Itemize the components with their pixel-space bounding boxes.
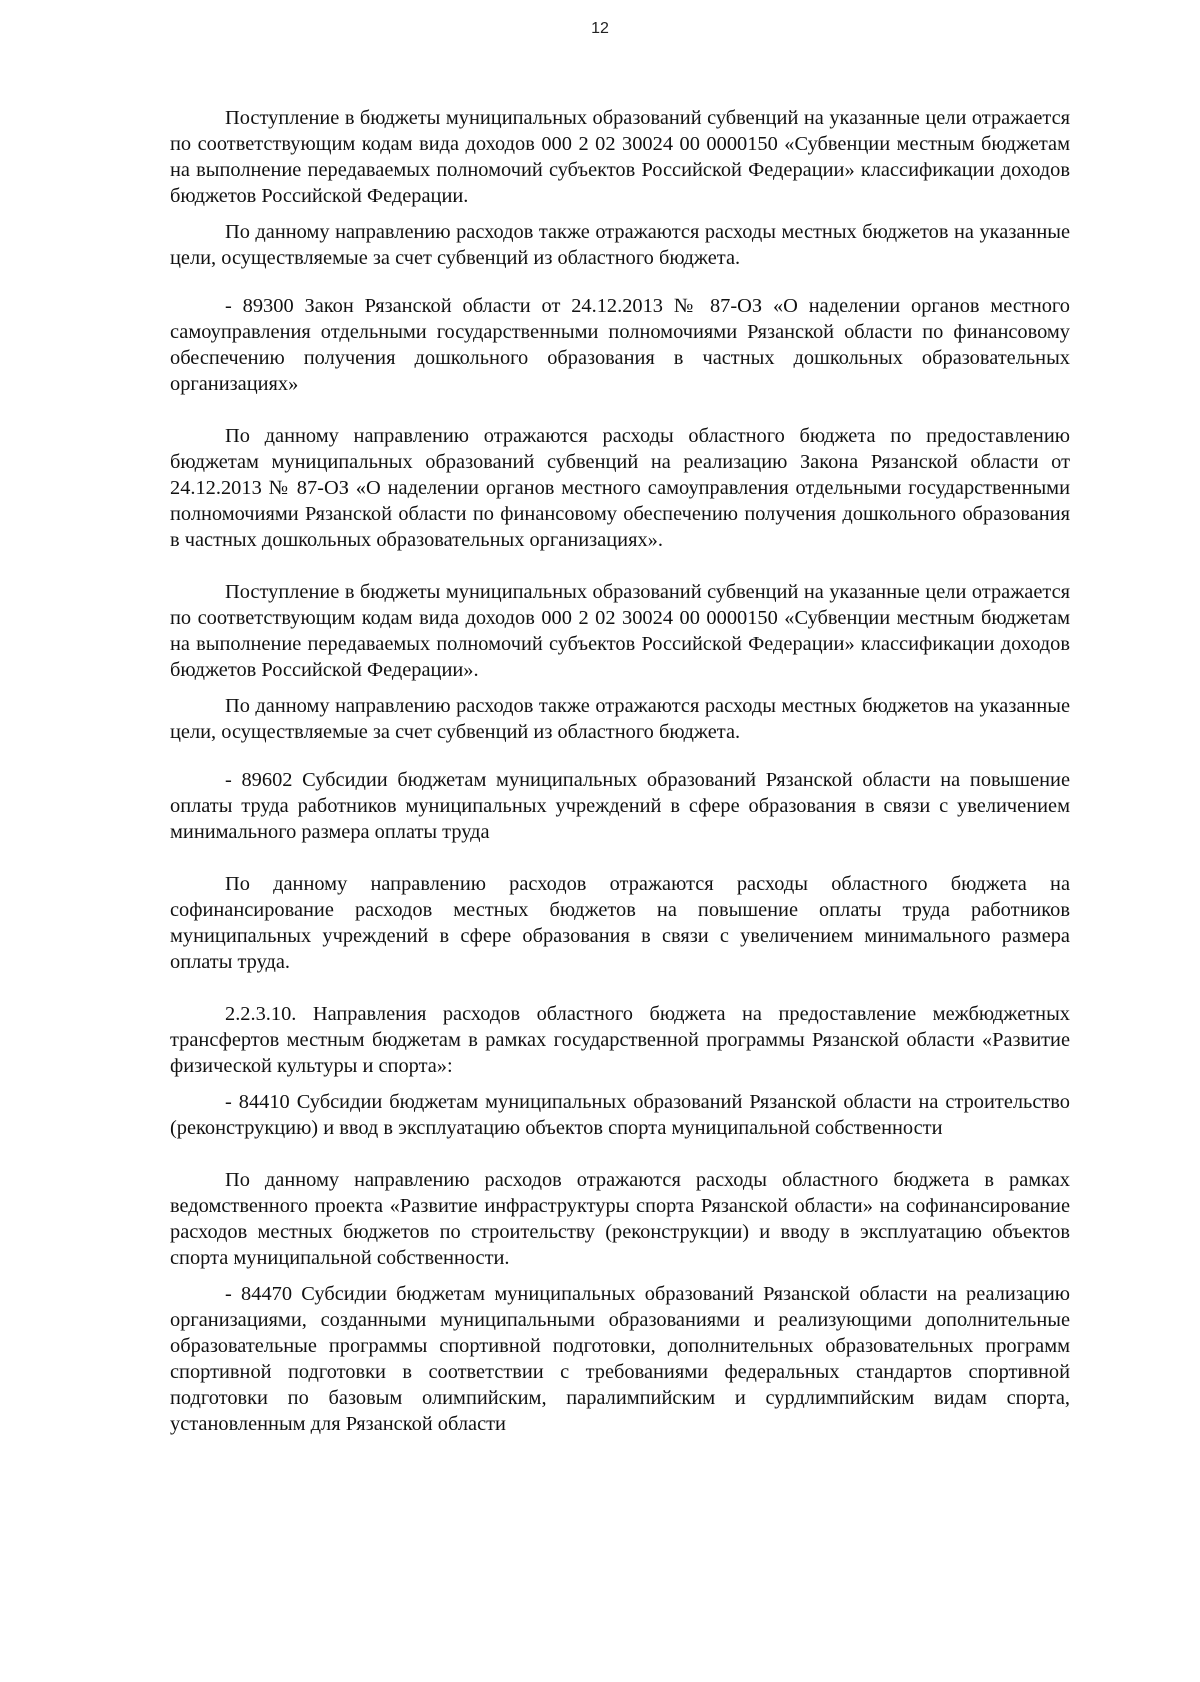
paragraph: Поступление в бюджеты муниципальных образований субвенций на указанные цели отражается по соответствующим кодам вида доходов 000 2 02 30024 00 0000150 «Субвенции местным бюджетам на выполнение передаваемых полномочий субъектов Российской Федерации» классификации доходов бюджетов Российской Федерации». xyxy=(170,581,1070,681)
paragraph: 2.2.3.10. Направления расходов областного бюджета на предоставление межбюджетных трансфертов местным бюджетам в рамках государственной программы Рязанской области «Развитие физической культуры и спорта»: xyxy=(170,1003,1070,1077)
paragraph: По данному направлению расходов также отражаются расходы местных бюджетов на указанные цели, осуществляемые за счет субвенций из областного бюджета. xyxy=(170,221,1070,269)
paragraph: По данному направлению расходов отражаются расходы областного бюджета в рамках ведомственного проекта «Развитие инфраструктуры спорта Рязанской области» на софинансирование расходов местных бюджетов по строительству (реконструкции) и вводу в эксплуатацию объектов спорта муниципальной собственности. xyxy=(170,1169,1070,1269)
paragraph: По данному направлению расходов отражаются расходы областного бюджета на софинансирование расходов местных бюджетов на повышение оплаты труда работников муниципальных учреждений в сфере образования в связи с увеличением минимального размера оплаты труда. xyxy=(170,873,1070,973)
paragraph: - 84410 Субсидии бюджетам муниципальных образований Рязанской области на строительство (реконструкцию) и ввод в эксплуатацию объектов спорта муниципальной собственности xyxy=(170,1091,1070,1139)
paragraph: - 89300 Закон Рязанской области от 24.12.2013 № 87-ОЗ «О наделении органов местного самоуправления отдельными государственными полномочиями Рязанской области по финансовому обеспечению получения дошкольного образования в частных дошкольных образовательных организациях» xyxy=(170,295,1070,395)
paragraph: Поступление в бюджеты муниципальных образований субвенций на указанные цели отражается по соответствующим кодам вида доходов 000 2 02 30024 00 0000150 «Субвенции местным бюджетам на выполнение передаваемых полномочий субъектов Российской Федерации» классификации доходов бюджетов Российской Федерации. xyxy=(170,107,1070,207)
paragraph: По данному направлению расходов также отражаются расходы местных бюджетов на указанные цели, осуществляемые за счет субвенций из областного бюджета. xyxy=(170,695,1070,743)
document-body xyxy=(170,105,1070,1437)
page-number: 12 xyxy=(591,20,609,37)
paragraph: - 84470 Субсидии бюджетам муниципальных образований Рязанской области на реализацию организациями, созданными муниципальными образованиями и реализующими дополнительные образовательные программы спортивной подготовки, дополнительных образовательных программ спортивной подготовки в соответствии с требованиями федеральных стандартов спортивной подготовки по базовым олимпийским, паралимпийским и сурдлимпийским видам спорта, установленным для Рязанской области xyxy=(170,1283,1070,1435)
paragraph: - 89602 Субсидии бюджетам муниципальных образований Рязанской области на повышение оплаты труда работников муниципальных учреждений в сфере образования в связи с увеличением минимального размера оплаты труда xyxy=(170,769,1070,843)
paragraph: По данному направлению отражаются расходы областного бюджета по предоставлению бюджетам муниципальных образований субвенций на реализацию Закона Рязанской области от 24.12.2013 № 87-ОЗ «О наделении органов местного самоуправления отдельными государственными полномочиями Рязанской области по финансовому обеспечению получения дошкольного образования в частных дошкольных образовательных организациях». xyxy=(170,425,1070,551)
